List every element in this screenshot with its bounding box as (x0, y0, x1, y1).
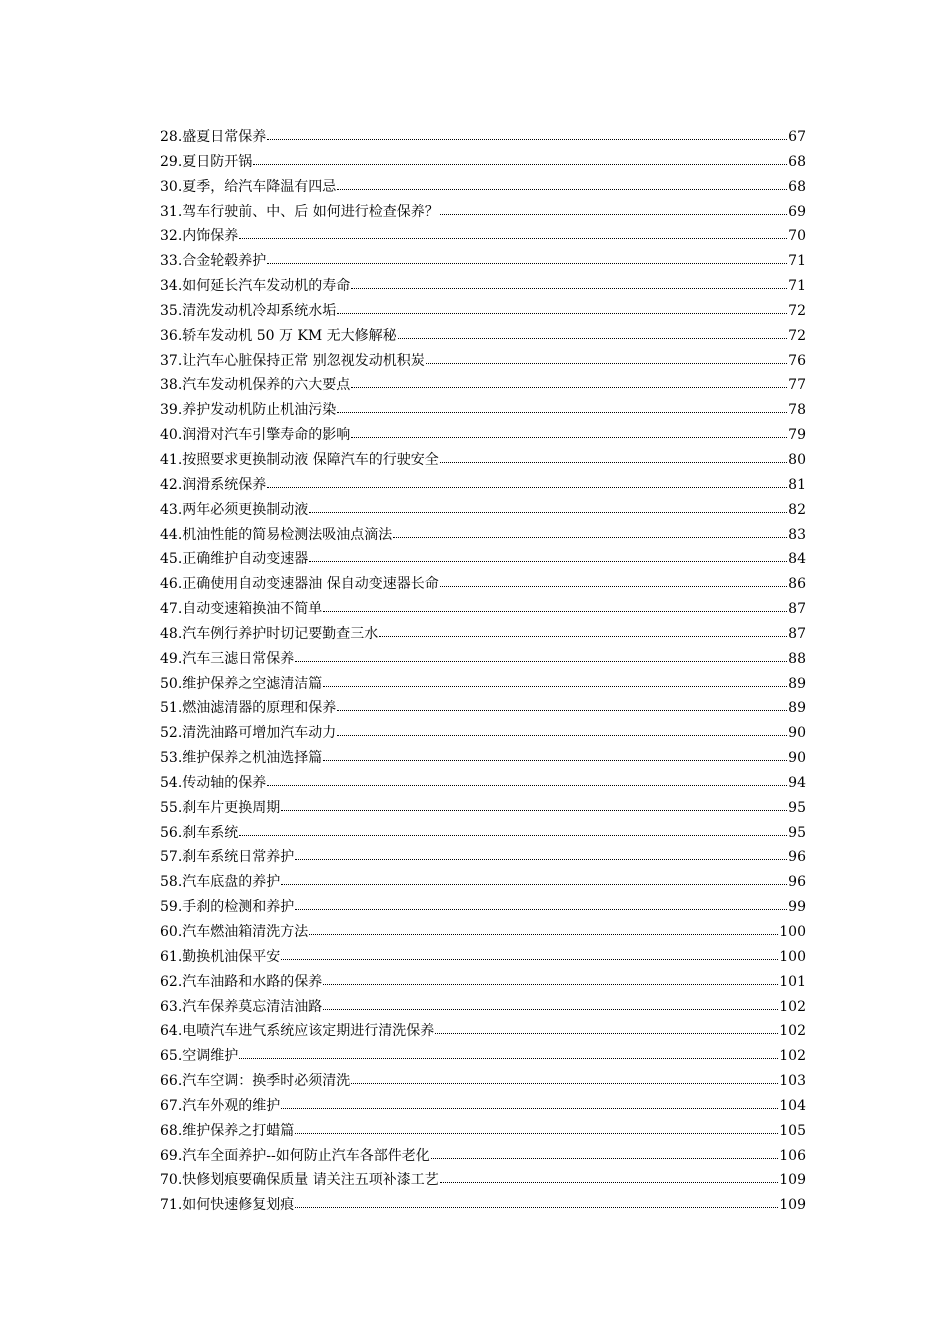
toc-entry-page-number: 86 (788, 576, 806, 593)
toc-entry-title: 57.刹车系统日常养护 (160, 849, 295, 866)
toc-entry-title: 47.自动变速箱换油不简单 (160, 601, 323, 618)
toc-entry-page-number: 68 (788, 178, 806, 195)
toc-entry[interactable] (160, 597, 806, 622)
toc-entry-title: 51.燃油滤清器的原理和保养 (160, 700, 337, 717)
toc-dot-leader (351, 425, 787, 439)
toc-entry[interactable] (160, 1019, 806, 1044)
toc-entry-title: 53.维护保养之机油选择篇 (160, 750, 323, 767)
toc-entry-page-number: 72 (788, 302, 806, 319)
toc-entry-title: 60.汽车燃油箱清洗方法 (160, 924, 309, 940)
toc-entry-title: 67.汽车外观的维护 (160, 1097, 281, 1114)
toc-entry-title: 48.汽车例行养护时切记要勤查三水 (160, 625, 379, 642)
toc-entry-page-number: 82 (788, 501, 806, 518)
toc-entry-title: 40.润滑对汽车引擎寿命的影响 (160, 427, 351, 444)
toc-entry-title: 36.轿车发动机 50 万 KM 无大修解秘 (160, 327, 397, 344)
toc-entry-title: 32.内饰保养 (160, 228, 239, 245)
toc-entry-page-number: 100 (779, 948, 806, 965)
toc-entry-title: 34.如何延长汽车发动机的寿命 (160, 278, 351, 295)
toc-entry[interactable] (160, 1193, 806, 1218)
toc-entry-title: 58.汽车底盘的养护 (160, 874, 281, 891)
toc-entry-title: 63.汽车保养莫忘清洁油路 (160, 998, 323, 1015)
toc-dot-leader (440, 450, 787, 464)
toc-dot-leader (281, 947, 778, 961)
toc-entry[interactable] (160, 523, 806, 548)
toc-entry[interactable] (160, 721, 806, 746)
toc-dot-leader (323, 599, 787, 613)
toc-entry[interactable] (160, 249, 806, 274)
toc-dot-leader (309, 549, 787, 563)
toc-dot-leader (267, 773, 787, 787)
toc-dot-leader (351, 375, 787, 389)
toc-entry-page-number: 83 (788, 526, 806, 543)
toc-entry[interactable] (160, 547, 806, 572)
toc-entry-title: 52.清洗油路可增加汽车动力 (160, 725, 337, 742)
toc-dot-leader (337, 177, 787, 191)
toc-entry-title: 70.快修划痕要确保质量 请关注五项补漆工艺 (160, 1172, 439, 1189)
toc-entry-page-number: 90 (788, 750, 806, 767)
toc-entry[interactable] (160, 150, 806, 175)
toc-entry-page-number: 94 (788, 774, 806, 791)
toc-entry-page-number: 109 (779, 1197, 806, 1214)
toc-entry[interactable] (160, 373, 806, 398)
toc-entry[interactable] (160, 845, 806, 870)
toc-entry-title: 44.机油性能的简易检测法吸油点滴法 (160, 526, 393, 543)
toc-entry[interactable] (160, 324, 806, 349)
toc-entry[interactable] (160, 771, 806, 796)
toc-entry-page-number: 105 (779, 1122, 806, 1139)
toc-dot-leader (267, 251, 787, 265)
toc-entry-title: 43.两年必须更换制动液 (160, 501, 309, 518)
toc-entry-page-number: 101 (779, 973, 806, 990)
toc-entry-page-number: 96 (788, 874, 806, 891)
toc-entry[interactable] (160, 498, 806, 523)
toc-dot-leader (281, 1096, 778, 1110)
toc-dot-leader (295, 847, 787, 861)
toc-entry-title: 38.汽车发动机保养的六大要点 (160, 377, 351, 394)
toc-dot-leader (267, 475, 787, 489)
toc-entry[interactable] (160, 274, 806, 299)
toc-entry-title: 59.手刹的检测和养护 (160, 899, 295, 916)
toc-entry[interactable] (160, 821, 806, 846)
toc-entry[interactable] (160, 398, 806, 423)
toc-entry-title: 39.养护发动机防止机油污染 (160, 402, 337, 419)
toc-entry[interactable] (160, 224, 806, 249)
toc-entry-page-number: 104 (779, 1097, 806, 1114)
toc-dot-leader (295, 649, 787, 663)
toc-entry[interactable] (160, 572, 806, 597)
toc-entry-page-number: 87 (788, 625, 806, 642)
toc-entry-page-number: 69 (788, 203, 806, 220)
toc-entry-page-number: 77 (788, 377, 806, 394)
toc-entry-title: 33.合金轮毂养护 (160, 253, 267, 270)
toc-entry[interactable] (160, 1044, 806, 1069)
toc-dot-leader (239, 1046, 778, 1060)
toc-entry[interactable] (160, 125, 806, 150)
toc-dot-leader (337, 723, 787, 737)
toc-entry-title: 45.正确维护自动变速器 (160, 551, 309, 568)
toc-entry-title: 69.汽车全面养护--如何防止汽车各部件老化 (160, 1147, 430, 1164)
toc-entry[interactable] (160, 672, 806, 697)
toc-dot-leader (435, 1021, 778, 1035)
toc-entry-page-number: 103 (779, 1073, 806, 1090)
toc-entry-page-number: 71 (788, 278, 806, 295)
toc-dot-leader (295, 1121, 778, 1135)
toc-entry-title: 28.盛夏日常保养 (160, 129, 267, 145)
toc-entry-page-number: 106 (779, 1147, 806, 1164)
toc-entry-title: 65.空调维护 (160, 1048, 239, 1065)
toc-entry[interactable] (160, 473, 806, 498)
toc-entry[interactable] (160, 895, 806, 920)
toc-entry-title: 30.夏季，给汽车降温有四忌 (160, 178, 337, 195)
toc-dot-leader (323, 674, 787, 688)
toc-dot-leader (295, 1195, 778, 1209)
toc-entry[interactable] (160, 920, 806, 945)
toc-entry-page-number: 84 (788, 551, 806, 568)
toc-entry[interactable] (160, 1119, 806, 1144)
toc-entry-title: 29.夏日防开锅 (160, 153, 253, 170)
toc-entry-page-number: 76 (788, 352, 806, 369)
toc-entry[interactable] (160, 175, 806, 200)
toc-entry-page-number: 109 (779, 1172, 806, 1189)
toc-entry-title: 54.传动轴的保养 (160, 774, 267, 791)
toc-entry-page-number: 71 (788, 253, 806, 270)
toc-entry-title: 37.让汽车心脏保持正常 别忽视发动机积炭 (160, 352, 425, 369)
toc-entry-page-number: 89 (788, 700, 806, 717)
toc-dot-leader (398, 326, 787, 340)
toc-entry-title: 61.勤换机油保平安 (160, 948, 281, 965)
toc-entry-title: 56.刹车系统 (160, 824, 239, 841)
toc-entry-page-number: 102 (779, 1023, 806, 1040)
toc-entry-title: 35.清洗发动机冷却系统水垢 (160, 302, 337, 319)
toc-entry-title: 41.按照要求更换制动液 保障汽车的行驶安全 (160, 451, 439, 468)
toc-entry-page-number: 88 (788, 650, 806, 667)
toc-entry-title: 42.润滑系统保养 (160, 476, 267, 493)
toc-entry-title: 71.如何快速修复划痕 (160, 1197, 295, 1214)
toc-dot-leader (426, 351, 787, 365)
toc-dot-leader (239, 226, 787, 240)
toc-dot-leader (431, 1146, 779, 1160)
toc-entry[interactable] (160, 423, 806, 448)
toc-dot-leader (351, 276, 787, 290)
toc-entry-title: 46.正确使用自动变速器油 保自动变速器长命 (160, 576, 439, 593)
toc-entry-page-number: 100 (779, 924, 806, 940)
toc-dot-leader (337, 698, 787, 712)
toc-dot-leader (239, 823, 787, 837)
toc-dot-leader (440, 574, 787, 588)
toc-entry[interactable] (160, 970, 806, 995)
toc-entry[interactable] (160, 448, 806, 473)
toc-entry-page-number: 96 (788, 849, 806, 866)
toc-entry-page-number: 95 (788, 799, 806, 816)
toc-dot-leader (440, 202, 787, 216)
toc-entry[interactable] (160, 796, 806, 821)
toc-entry-page-number: 68 (788, 153, 806, 170)
toc-dot-leader (323, 997, 778, 1011)
toc-dot-leader (351, 1071, 778, 1085)
toc-dot-leader (393, 525, 787, 539)
toc-dot-leader (379, 624, 787, 638)
toc-entry-page-number: 87 (788, 601, 806, 618)
toc-entry-page-number: 102 (779, 998, 806, 1015)
toc-entry[interactable] (160, 647, 806, 672)
toc-entry-title: 68.维护保养之打蜡篇 (160, 1122, 295, 1139)
toc-entry[interactable] (160, 696, 806, 721)
toc-entry[interactable] (160, 1144, 806, 1169)
toc-dot-leader (440, 1170, 779, 1184)
toc-entry[interactable] (160, 622, 806, 647)
toc-entry[interactable] (160, 746, 806, 771)
toc-entry-page-number: 78 (788, 402, 806, 419)
table-of-contents (160, 125, 806, 1218)
toc-entry-page-number: 70 (788, 228, 806, 245)
toc-entry-title: 55.刹车片更换周期 (160, 799, 281, 816)
toc-entry-title: 64.电喷汽车进气系统应该定期进行清洗保养 (160, 1023, 435, 1040)
toc-entry-page-number: 89 (788, 675, 806, 692)
toc-dot-leader (309, 922, 778, 936)
toc-entry-page-number: 72 (788, 327, 806, 344)
toc-entry[interactable] (160, 945, 806, 970)
toc-entry[interactable] (160, 870, 806, 895)
toc-dot-leader (253, 152, 787, 166)
toc-entry-page-number: 81 (788, 476, 806, 493)
toc-entry[interactable] (160, 200, 806, 225)
toc-dot-leader (323, 748, 787, 762)
toc-dot-leader (281, 798, 787, 812)
toc-dot-leader (281, 872, 787, 886)
toc-entry-title: 49.汽车三滤日常保养 (160, 650, 295, 667)
toc-entry[interactable] (160, 299, 806, 324)
toc-entry-page-number: 67 (788, 129, 806, 145)
toc-entry-title: 31.驾车行驶前、中、后 如何进行检查保养？ (160, 203, 439, 220)
toc-entry[interactable] (160, 1094, 806, 1119)
toc-dot-leader (267, 127, 787, 141)
toc-entry-page-number: 99 (788, 899, 806, 916)
toc-dot-leader (309, 500, 787, 514)
toc-entry[interactable] (160, 349, 806, 374)
toc-dot-leader (337, 301, 787, 315)
toc-entry-page-number: 79 (788, 427, 806, 444)
toc-entry-title: 50.维护保养之空滤清洁篇 (160, 675, 323, 692)
toc-entry-page-number: 95 (788, 824, 806, 841)
toc-entry-page-number: 102 (779, 1048, 806, 1065)
toc-dot-leader (295, 897, 787, 911)
toc-entry-page-number: 80 (788, 451, 806, 468)
toc-dot-leader (323, 972, 778, 986)
toc-entry[interactable] (160, 995, 806, 1020)
toc-dot-leader (337, 400, 787, 414)
toc-entry-title: 62.汽车油路和水路的保养 (160, 973, 323, 990)
toc-entry[interactable] (160, 1069, 806, 1094)
toc-entry-title: 66.汽车空调：换季时必须清洗 (160, 1073, 351, 1090)
toc-entry[interactable] (160, 1168, 806, 1193)
toc-entry-page-number: 90 (788, 725, 806, 742)
